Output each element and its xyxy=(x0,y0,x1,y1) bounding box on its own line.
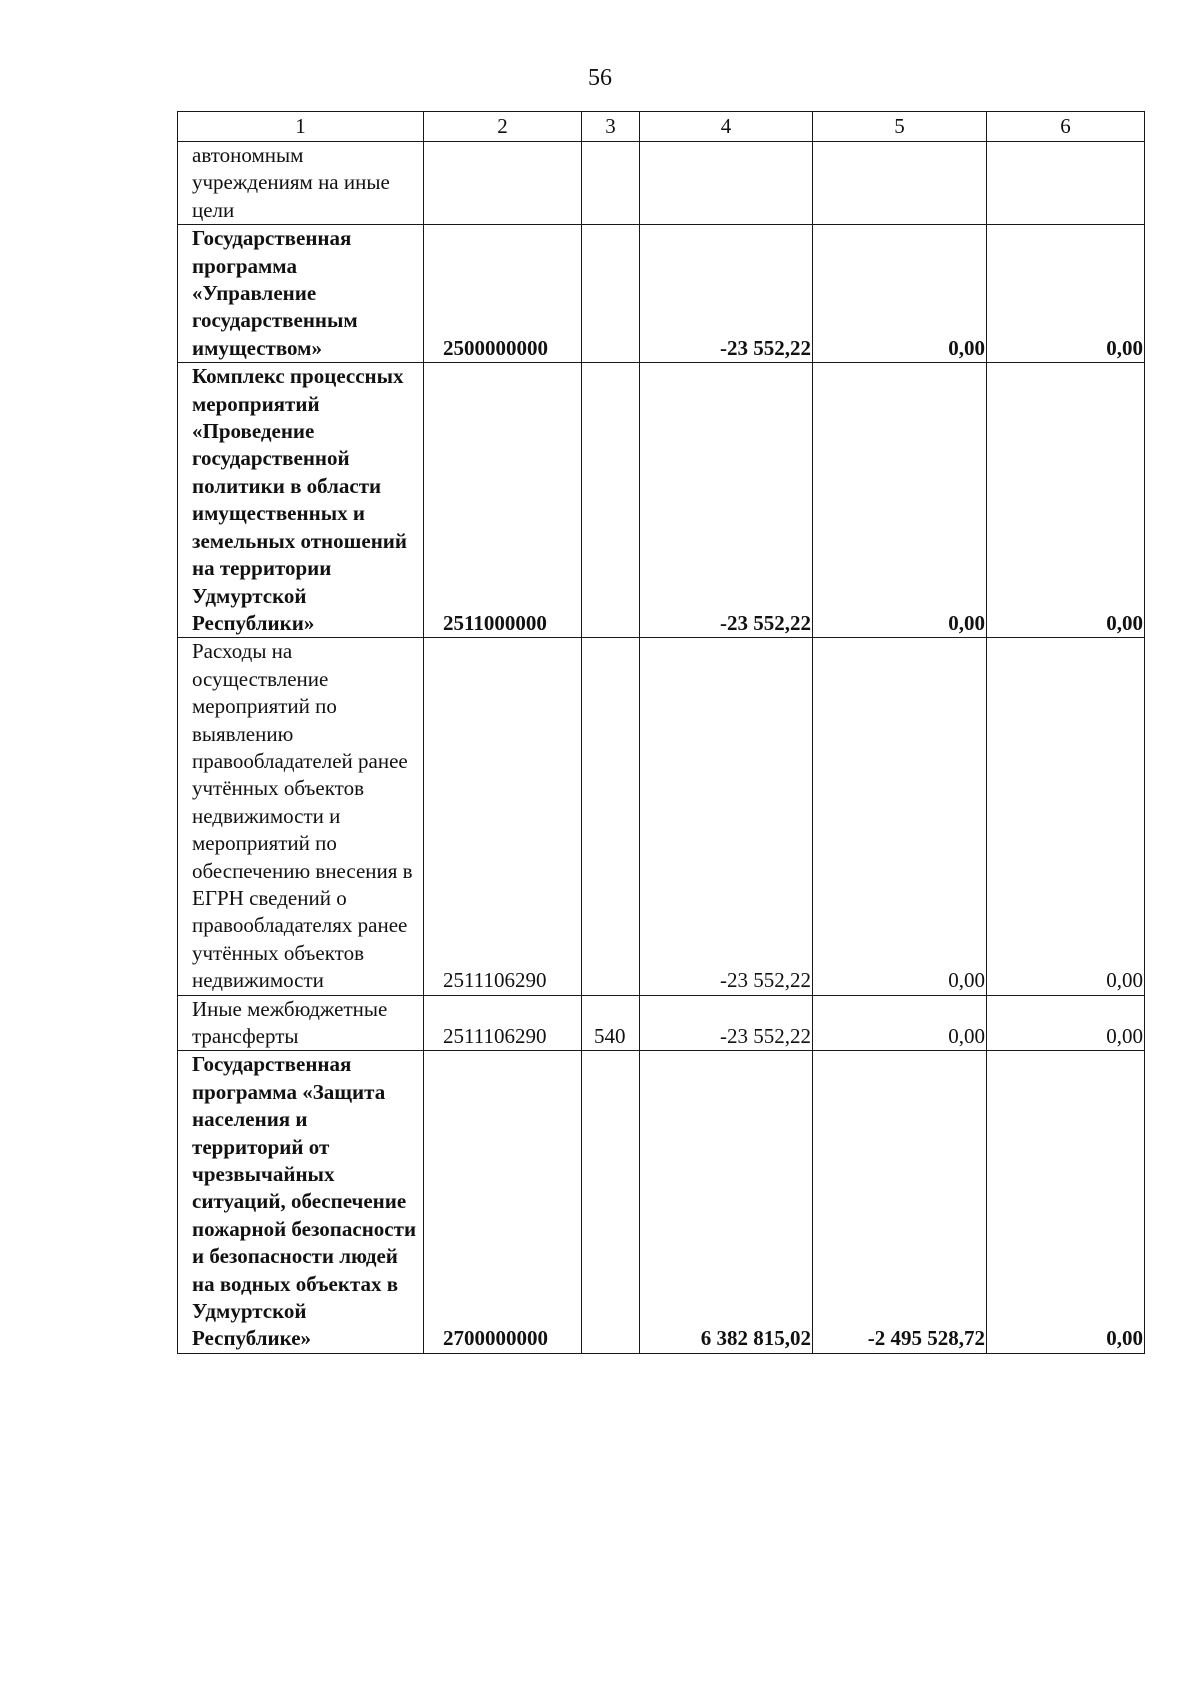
row-amount-6 xyxy=(987,142,1145,225)
row-amount-6: 0,00 xyxy=(987,363,1145,638)
row-expense-type xyxy=(582,225,640,363)
row-amount-5: 0,00 xyxy=(813,225,987,363)
row-name: Расходы на осуществление мероприятий по выявлению правообладателей ранее учтённых объектов недвижимости и мероприятий по обеспечению внесения в ЕГРН сведений о правообладателях ранее учтённых объектов недвижимости xyxy=(178,638,424,995)
row-target-code: 2500000000 xyxy=(424,225,582,363)
row-expense-type xyxy=(582,638,640,995)
table-row xyxy=(178,142,1145,225)
row-amount-4: -23 552,22 xyxy=(640,995,813,1051)
row-name: автономным учреждениям на иные цели xyxy=(178,142,424,225)
budget-table xyxy=(177,111,1145,1354)
row-expense-type xyxy=(582,142,640,225)
row-amount-5: -2 495 528,72 xyxy=(813,1051,987,1353)
table-row xyxy=(178,995,1145,1051)
row-expense-type xyxy=(582,363,640,638)
column-header-1: 1 xyxy=(178,112,424,142)
column-header-4: 4 xyxy=(640,112,813,142)
page-number: 56 xyxy=(588,65,612,91)
row-name: Государственная программа «Защита населения и территорий от чрезвычайных ситуаций, обеспечение пожарной безопасности и безопасности людей на водных объектах в Удмуртской Республике» xyxy=(178,1051,424,1353)
row-amount-6: 0,00 xyxy=(987,1051,1145,1353)
row-target-code: 2511106290 xyxy=(424,638,582,995)
row-target-code: 2511000000 xyxy=(424,363,582,638)
row-expense-type: 540 xyxy=(582,995,640,1051)
row-amount-6: 0,00 xyxy=(987,225,1145,363)
row-amount-5: 0,00 xyxy=(813,638,987,995)
row-name: Комплекс процессных мероприятий «Проведение государственной политики в области имущественных и земельных отношений на территории Удмуртской Республики» xyxy=(178,363,424,638)
table-row xyxy=(178,363,1145,638)
row-name: Иные межбюджетные трансферты xyxy=(178,995,424,1051)
row-name: Государственная программа «Управление государственным имуществом» xyxy=(178,225,424,363)
row-amount-6: 0,00 xyxy=(987,995,1145,1051)
column-header-6: 6 xyxy=(987,112,1145,142)
row-amount-6: 0,00 xyxy=(987,638,1145,995)
table-row xyxy=(178,1051,1145,1353)
row-amount-4: 6 382 815,02 xyxy=(640,1051,813,1353)
row-amount-4: -23 552,22 xyxy=(640,225,813,363)
row-amount-5 xyxy=(813,142,987,225)
row-expense-type xyxy=(582,1051,640,1353)
table-row xyxy=(178,225,1145,363)
table-row xyxy=(178,638,1145,995)
row-amount-4: -23 552,22 xyxy=(640,638,813,995)
table-header-row xyxy=(178,112,1145,142)
column-header-3: 3 xyxy=(582,112,640,142)
column-header-2: 2 xyxy=(424,112,582,142)
column-header-5: 5 xyxy=(813,112,987,142)
row-amount-5: 0,00 xyxy=(813,995,987,1051)
row-amount-4 xyxy=(640,142,813,225)
row-amount-5: 0,00 xyxy=(813,363,987,638)
row-amount-4: -23 552,22 xyxy=(640,363,813,638)
row-target-code xyxy=(424,142,582,225)
row-target-code: 2700000000 xyxy=(424,1051,582,1353)
row-target-code: 2511106290 xyxy=(424,995,582,1051)
